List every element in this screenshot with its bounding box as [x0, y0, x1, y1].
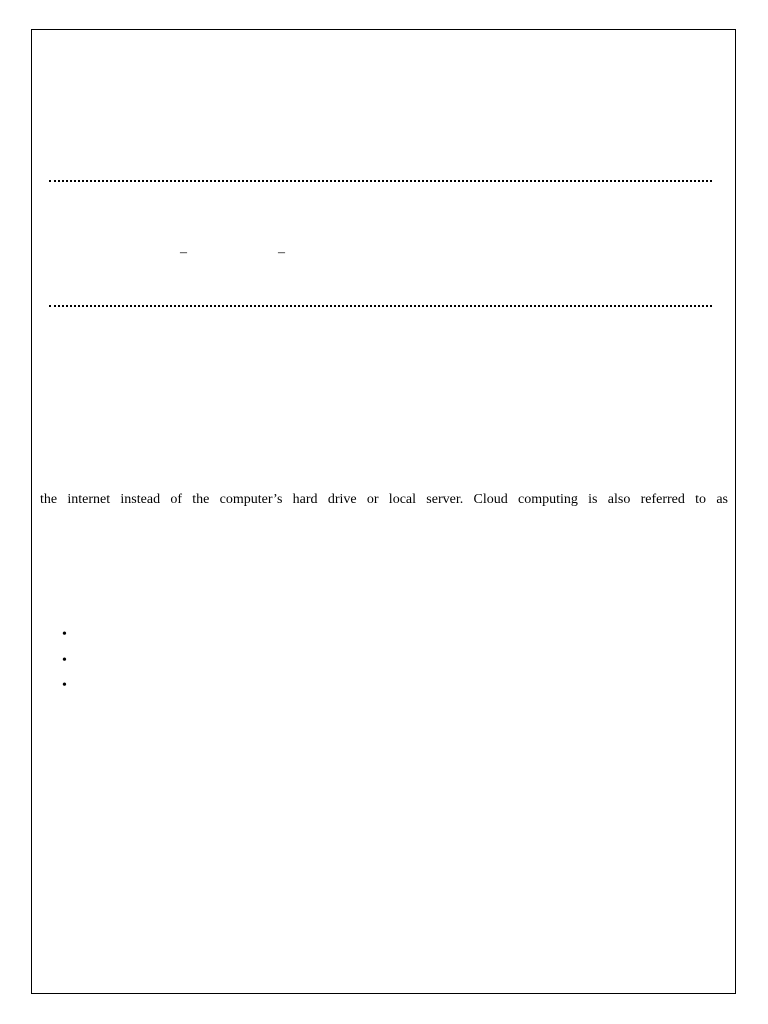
page-border [31, 29, 736, 994]
bullet-item: • [62, 627, 67, 642]
paragraph-line: the internet instead of the computer’s hard drive or local server. Cloud computing is also referred to as [40, 492, 728, 507]
bullet-item: • [62, 652, 67, 668]
dash-mark: – [278, 245, 285, 260]
dotted-divider-top [49, 180, 712, 182]
bullet-list [62, 627, 67, 704]
bullet-item: • [62, 678, 67, 693]
dotted-divider-bottom [49, 305, 712, 307]
dash-mark: – [180, 245, 187, 260]
